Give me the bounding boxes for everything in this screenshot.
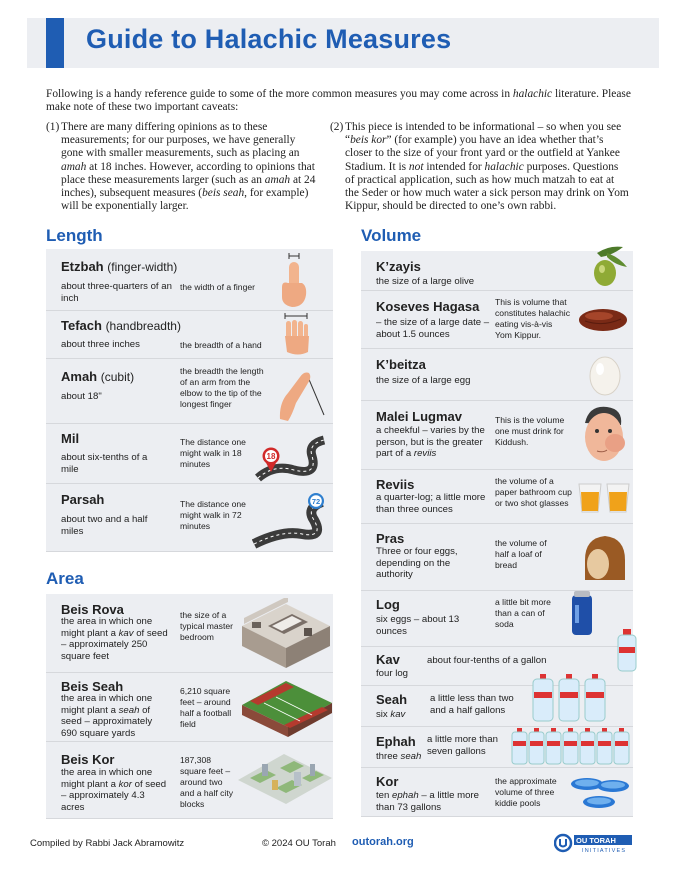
measure-subtitle: (cubit) (100, 370, 135, 384)
text-run: three (376, 751, 401, 762)
measure-description: about three inches (61, 339, 140, 350)
intro-text-after: literature. Please make note of these two important caveats: (46, 88, 631, 114)
text-run: ” (for example) you have an idea whether that’s closer to the size of your front yard or the outfield at Yankee Stadium. It is (345, 134, 620, 173)
caveat-1 (46, 121, 316, 213)
ou-torah-logo (554, 832, 634, 854)
measure-title (61, 431, 79, 446)
measure-note: a little more than seven gallons (427, 734, 498, 757)
measure-description: about 18" (61, 391, 102, 402)
measure-title: Kor (376, 774, 399, 789)
egg-icon (587, 353, 627, 397)
measure-note: a little bit more than a can of soda (495, 597, 551, 629)
italic-term: beis kor (350, 134, 387, 147)
measure-note: a little less than two and a half gallons (430, 693, 514, 716)
city-blocks-icon (236, 750, 334, 816)
road-badge-number: 72 (311, 497, 321, 506)
text-run: Three or four eggs, depending on the authority (376, 546, 458, 580)
forearm-icon (274, 363, 330, 421)
measure-note: the approximate volume of three kiddie pools (495, 776, 557, 808)
text-run: a cheekful – varies by the person, but is the greater part of a (376, 425, 485, 459)
italic-term: reviis (413, 448, 437, 459)
italic-term: amah (264, 173, 291, 186)
measure-description: about three-quarters of an inch (61, 281, 172, 304)
measure-title: Ephah (376, 734, 416, 749)
measure-note: 6,210 square feet – around half a football field (180, 686, 232, 729)
section-heading-length: Length (46, 226, 103, 245)
volume-card-log (361, 591, 633, 647)
italic-term: kav (390, 709, 406, 720)
measure-title (61, 492, 104, 507)
length-card-mil (46, 424, 333, 484)
measure-description (376, 375, 526, 387)
measure-note: This is the volume one must drink for Kiddush. (495, 415, 565, 447)
volume-card-malei-lugmav (361, 401, 633, 470)
text-run: of seed – approximately 4.3 acres (61, 778, 167, 813)
hand-icon (278, 312, 314, 357)
measure-subtitle: (handbreadth) (105, 319, 181, 333)
length-card-etzbah (46, 249, 333, 311)
italic-term: not (408, 160, 424, 173)
measure-description (61, 693, 169, 739)
measure-description (376, 614, 472, 637)
measure-title: K’zayis (376, 259, 421, 274)
italic-term: beis seah (202, 187, 245, 200)
text-run: of seed – approximately 250 square feet (61, 627, 168, 662)
area-card-beis-seah (46, 673, 333, 742)
three-jugs-icon (531, 672, 607, 724)
volume-card-koseves-hagasa (361, 291, 633, 349)
measure-name: Mil (61, 431, 80, 446)
text-run: , for example) will be exponentially larger. (61, 187, 309, 213)
measure-title: Koseves Hagasa (376, 299, 480, 314)
measure-title: Malei Lugmav (376, 409, 462, 424)
measure-title: Kav (376, 652, 400, 667)
measure-title: Beis Seah (61, 679, 124, 694)
text-run: This piece is intended to be informational – so when you see “ (345, 121, 622, 147)
text-run: the size of a large olive (376, 276, 475, 287)
measure-title: Pras (376, 531, 405, 546)
measure-title: Log (376, 597, 400, 612)
footer-copyright: © 2024 OU Torah (262, 838, 336, 849)
section-heading-volume: Volume (361, 226, 422, 245)
volume-card-pras (361, 524, 633, 591)
road-badge-number: 18 (266, 452, 276, 461)
text-run: ten (376, 790, 393, 801)
road-18-icon (254, 430, 330, 482)
footer-website-link[interactable]: outorah.org (352, 836, 414, 848)
measure-note: the volume of a paper bathroom cup or two shot glasses (495, 476, 572, 508)
text-run: the area in which one might plant a (61, 693, 153, 716)
intro-paragraph (46, 88, 646, 114)
length-card-tefach (46, 311, 333, 359)
cheek-face-icon (577, 403, 631, 467)
footer-compiled-by: Compiled by Rabbi Jack Abramowitz (30, 838, 185, 849)
intro-text-before: Following is a handy reference guide to some of the more common measures you may come across in (46, 88, 513, 100)
caveat-text (345, 121, 630, 213)
kiddie-pools-icon (569, 772, 631, 812)
measure-title: Beis Rova (61, 602, 124, 617)
caveat-number: (2) (330, 121, 344, 133)
intro-text-em: halachic (512, 88, 553, 100)
measure-title: Seah (376, 692, 408, 707)
italic-term: kav (118, 627, 134, 639)
length-card-amah (46, 359, 333, 424)
volume-card-kor (361, 768, 633, 817)
measure-note: The distance one might walk in 72 minutes (180, 499, 246, 531)
length-card-parsah (46, 484, 333, 552)
measure-note: 187,308 square feet – around two and a half city blocks (180, 755, 234, 809)
measure-title: K’beitza (376, 357, 426, 372)
page-title: Guide to Halachic Measures (86, 24, 452, 54)
measure-note: the breadth of a hand (180, 340, 262, 350)
measure-note: about four-tenths of a gallon (427, 655, 547, 666)
measure-note: This is volume that constitutes halachic eating vis-à-vis Yom Kippur. (495, 297, 570, 340)
olive-icon (583, 243, 631, 291)
volume-card-kbeitza (361, 349, 633, 401)
measure-title (61, 369, 134, 384)
measure-note: the size of a typical master bedroom (180, 610, 234, 642)
finger-icon (276, 253, 310, 309)
measure-name: Amah (61, 369, 98, 384)
bread-icon (579, 530, 631, 584)
measure-description (61, 767, 169, 813)
seven-jugs-icon (511, 727, 635, 767)
measure-description: about two and a half miles (61, 514, 148, 537)
volume-card-ephah (361, 727, 633, 768)
section-heading-area: Area (46, 569, 84, 588)
text-run: four log (376, 668, 408, 679)
road-72-icon (252, 490, 332, 550)
measure-note: the breadth the length of an arm from the elbow to the tip of the longest finger (180, 366, 264, 409)
measure-title (61, 259, 177, 274)
measure-name: Tefach (61, 318, 102, 333)
measure-note: the width of a finger (180, 282, 256, 292)
text-run: at 24 inches), subsequent measures ( (61, 173, 316, 200)
text-run: – the size of a large date – about 1.5 ounces (376, 317, 490, 340)
logo-top-text: OU TORAH (576, 836, 616, 845)
caveat-2 (330, 121, 630, 213)
italic-term: seah (118, 704, 140, 716)
ou-logo-icon (554, 832, 634, 854)
measure-name: Etzbah (61, 259, 104, 274)
italic-term: ephah (392, 790, 419, 801)
italic-term: kor (118, 778, 132, 790)
measure-subtitle: (finger-width) (107, 260, 178, 274)
measure-description (376, 709, 436, 721)
gallon-jug-icon (615, 627, 639, 675)
area-card-beis-kor (46, 742, 333, 819)
text-run: the size of a large egg (376, 375, 471, 386)
text-run: six eggs – about 13 ounces (376, 614, 460, 637)
measure-note: The distance one might walk in 18 minutes (180, 437, 246, 469)
measure-description (376, 790, 480, 813)
text-run: purposes. Questions of practical application, such as how much matzah to eat at the Seder or how much water a sick person may drink on Yom Kippur, should be directed to one’s own rabbi. (345, 160, 629, 213)
logo-bottom-text: INITIATIVES (582, 848, 627, 854)
volume-card-seah (361, 686, 633, 727)
measure-note: the volume of half a loaf of bread (495, 538, 547, 570)
stadium-icon (240, 675, 334, 741)
text-run: intended for (423, 160, 485, 173)
volume-card-reviis (361, 470, 633, 524)
measure-title (61, 318, 181, 333)
text-run: six (376, 709, 391, 720)
shot-glasses-icon (577, 480, 633, 516)
date-icon (575, 303, 631, 337)
area-card-beis-rova (46, 594, 333, 673)
measure-description (376, 492, 494, 515)
measure-description (376, 425, 492, 460)
text-run: – a little more than 73 gallons (376, 790, 479, 813)
measure-title: Reviis (376, 477, 415, 492)
soda-can-icon (565, 587, 599, 641)
title-accent-bar (46, 18, 64, 68)
measure-description (376, 276, 526, 288)
measure-description: about six-tenths of a mile (61, 452, 148, 475)
italic-term: halachic (484, 160, 524, 173)
text-run: of seed – approximately 690 square yards (61, 704, 153, 739)
measure-description (376, 546, 480, 581)
measure-name: Parsah (61, 492, 105, 507)
caveat-number: (1) (46, 121, 60, 133)
text-run: the area in which one might plant a (61, 616, 153, 639)
italic-term: amah (61, 160, 87, 173)
text-run: the area in which one might plant a (61, 767, 153, 790)
measure-description (376, 317, 492, 340)
text-run: at 18 inches. However, according to opinions that place these measurements larger (such as an (61, 160, 315, 186)
bedroom-icon (238, 598, 334, 670)
measure-description (61, 616, 169, 662)
caveat-text (61, 121, 316, 213)
volume-card-kzayis (361, 251, 633, 291)
measure-title: Beis Kor (61, 752, 115, 767)
italic-term: seah (400, 751, 422, 762)
text-run: a quarter-log; a little more than three ounces (376, 492, 486, 515)
text-run: There are many differing opinions as to these measurements; for our purposes, we have generally gone with smaller measurements, such as placing an (61, 121, 300, 160)
measure-description (376, 668, 436, 680)
